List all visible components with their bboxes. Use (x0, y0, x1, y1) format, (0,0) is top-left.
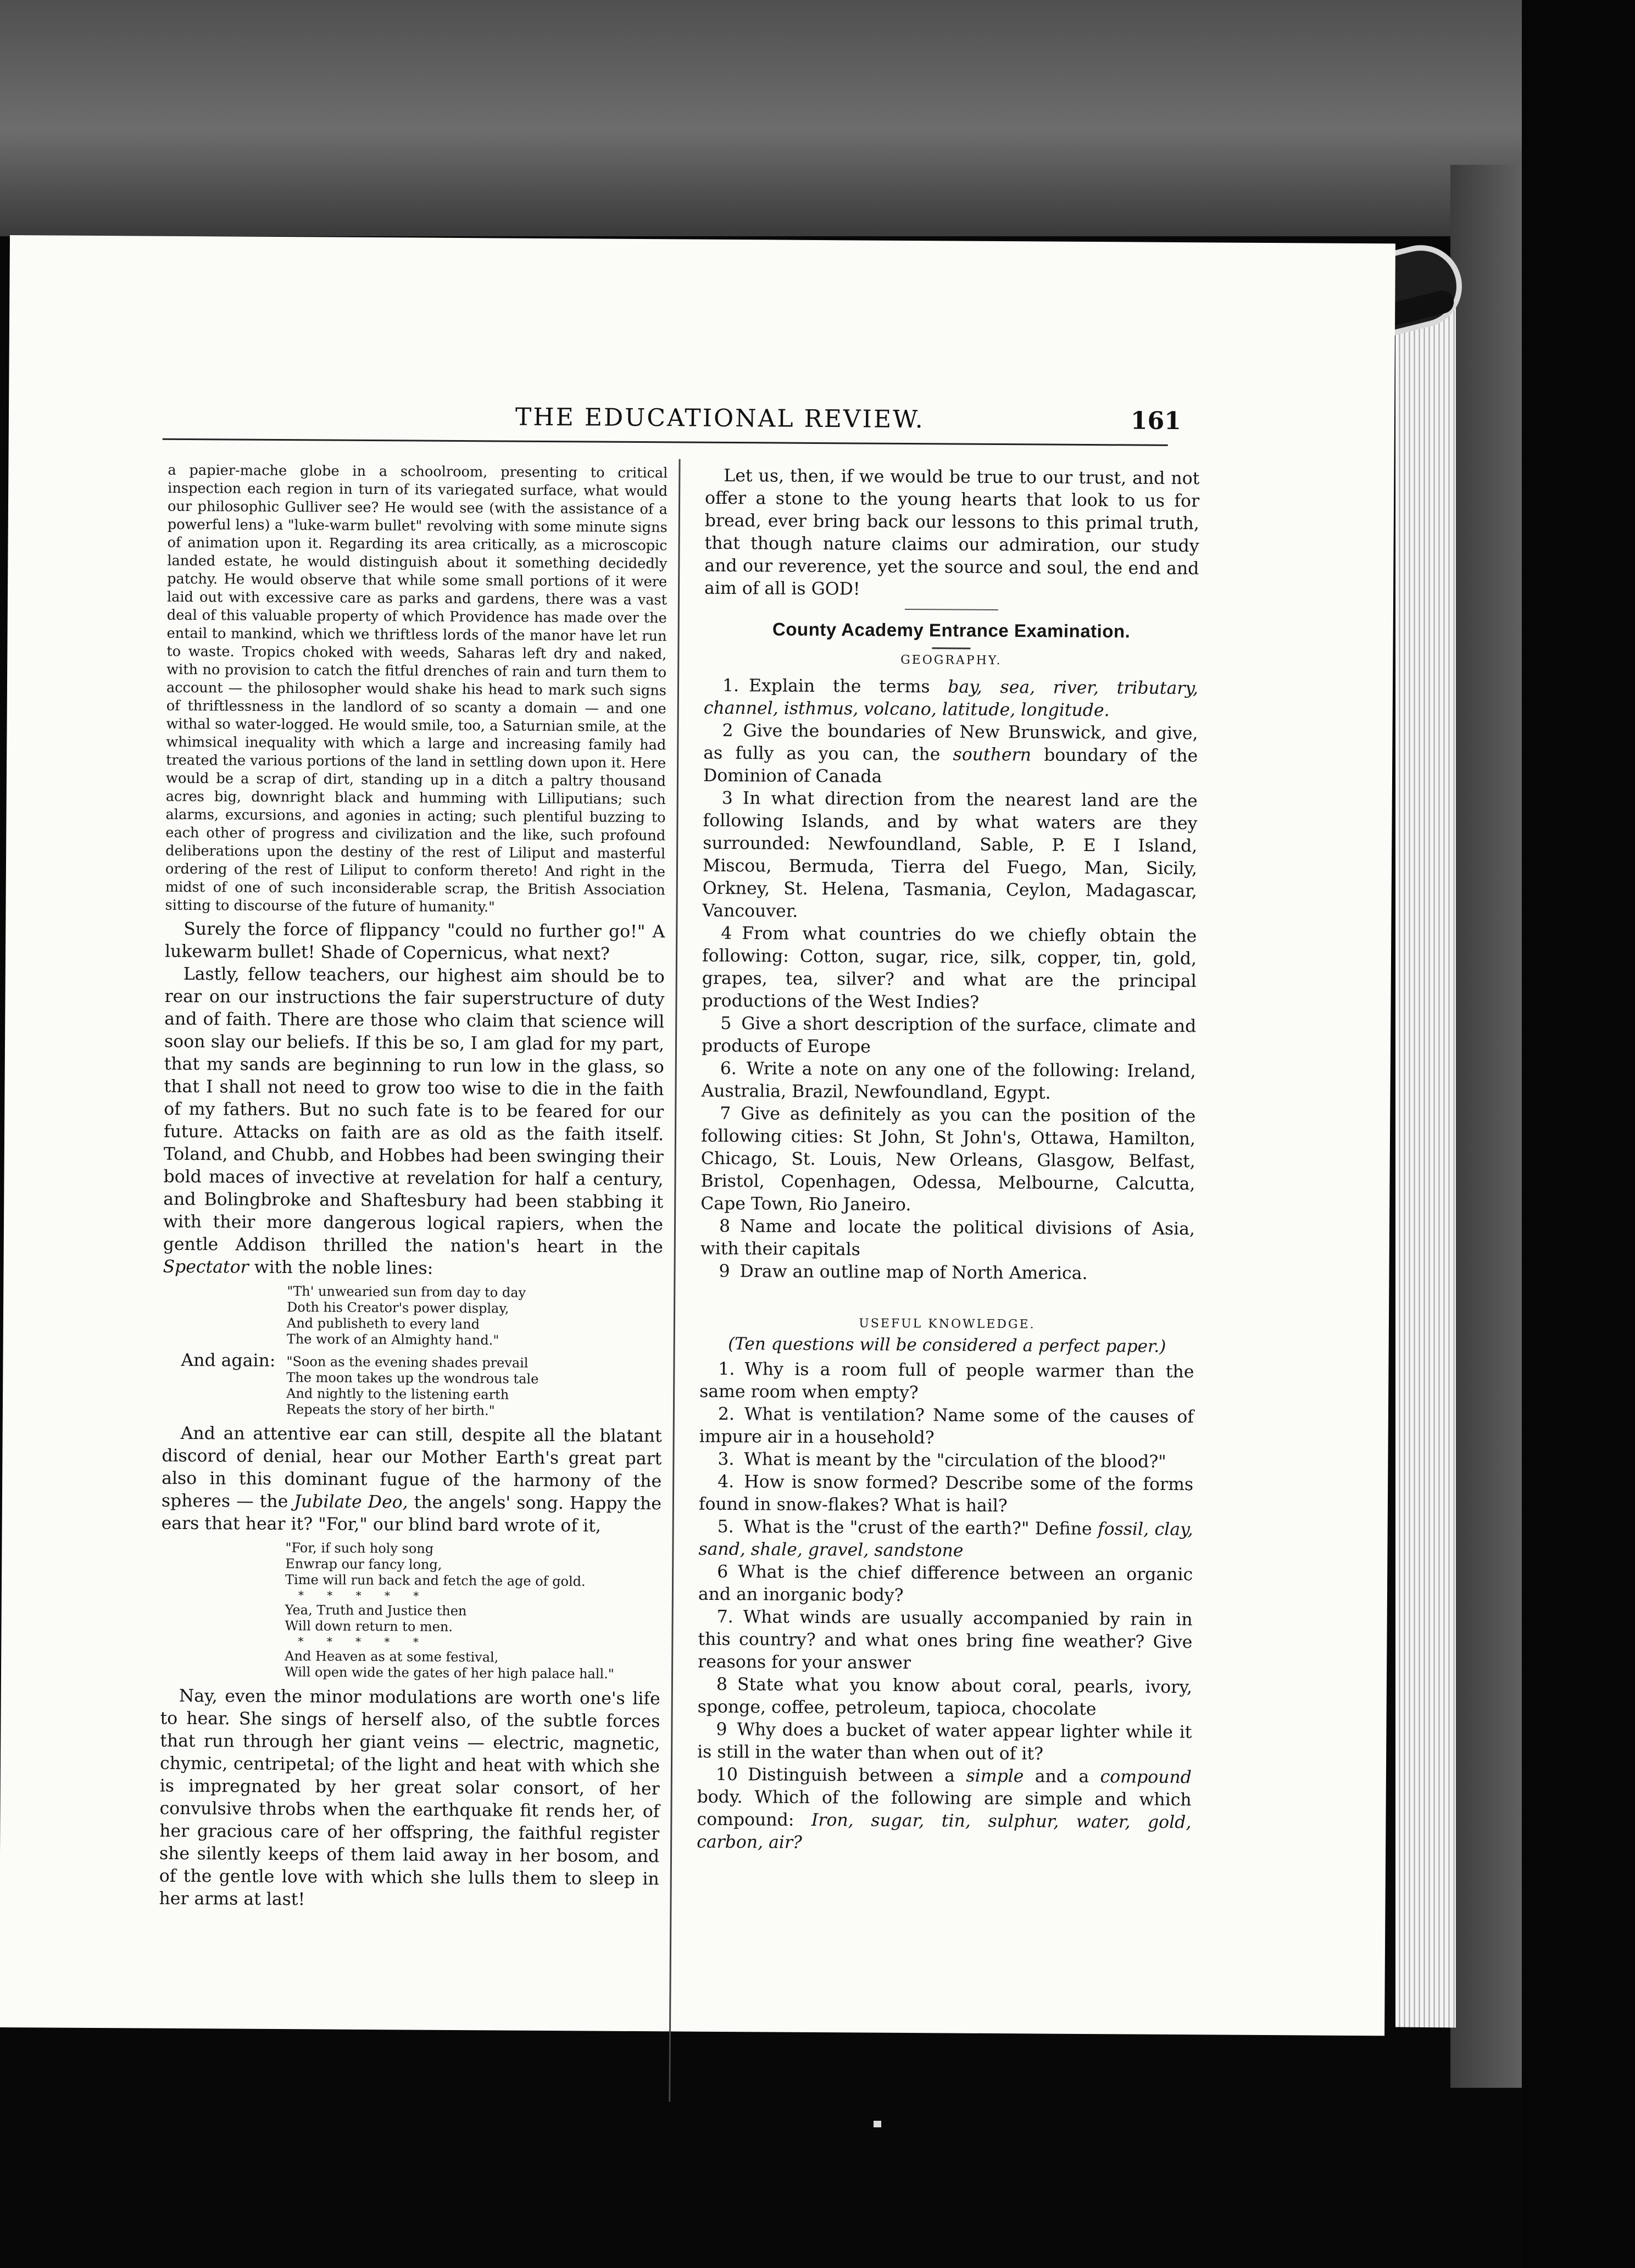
paragraph: Nay, even the minor modulations are worth one's life to hear. She sings of herself also, of the subtle forces that run through her giant veins — electric, magnetic, chymic, centripetal; of the light and heat with which she is impregnated by her great solar consort, of her convulsive throbs when the earthquake fit rends her, of her gracious care of her offspring, the faithful register she silently keeps of them laid away in her bosom, and of the gentle love with which she lulls them to sleep in her arms at last! (159, 1686, 660, 1910)
italic-title: Jubilate Deo, (294, 1492, 408, 1513)
paragraph-text: And an attentive ear can still, despite all the blatant discord of denial, hear our Mother Earth's great part also in this dominant fugue of the harmony of the spheres — the (161, 1423, 662, 1512)
italic-title: Spectator (163, 1257, 249, 1277)
question-number: 10 (715, 1764, 738, 1785)
instruction-note: (Ten questions will be considered a perfect paper.) (728, 1334, 1166, 1357)
spacer (700, 1283, 1194, 1319)
question (700, 1215, 1195, 1263)
question (699, 1403, 1194, 1451)
question-number: 1. (722, 675, 739, 696)
question (698, 1674, 1192, 1721)
paragraph-text: the angels' song. Happy the ears that hear it? "For," our blind bard wrote of it, (161, 1492, 662, 1536)
question-terms: Iron, sugar, tin, sulphur, water, gold, carbon, air? (697, 1810, 1192, 1853)
question-number: 9 (716, 1719, 727, 1740)
question-text: What winds are usually accompanied by rain in this country? and what ones bring fine weather? Give reasons for your answer (698, 1607, 1193, 1674)
question-emphasis: compound (1100, 1767, 1192, 1788)
page-number: 161 (1130, 407, 1181, 436)
question (699, 1358, 1194, 1406)
right-column (697, 465, 1199, 1856)
question-text: State what you know about coral, pearls, ivory, sponge, coffee, petroleum, tapioca, chocolate (697, 1675, 1193, 1720)
question-text: What is the "crust of the earth?" Define (743, 1517, 1092, 1539)
question (704, 675, 1198, 722)
question-number: 2 (722, 720, 733, 741)
question (700, 1103, 1195, 1218)
question-text: and a (1035, 1766, 1089, 1787)
useful-knowledge-heading: USEFUL KNOWLEDGE. (859, 1316, 1036, 1332)
poem-line: Will down return to men. (285, 1618, 453, 1635)
poem-line: Doth his Creator's power display, (287, 1299, 509, 1316)
question (699, 1448, 1193, 1474)
poem-stanza (162, 1352, 663, 1426)
question-text: What is the chief difference between an organic and an inorganic body? (698, 1562, 1193, 1605)
question-text: Write a note on any one of the following: Ireland, Australia, Brazil, Newfoundland, Egypt. (701, 1059, 1196, 1103)
question (700, 1260, 1194, 1286)
poem-line: Will open wide the gates of her high palace hall." (284, 1664, 614, 1682)
poem-line: And Heaven as at some festival, (285, 1648, 499, 1665)
asterism: * * * * * (298, 1588, 429, 1603)
paragraph (163, 963, 664, 1282)
question-number: 4 (721, 923, 732, 944)
question-text: Draw an outline map of North America. (739, 1261, 1088, 1284)
question (701, 1058, 1195, 1105)
question-text: Distinguish between a (747, 1765, 955, 1786)
question (699, 1471, 1193, 1519)
question-number: 6 (717, 1561, 728, 1582)
poem-label: And again: (181, 1350, 276, 1371)
question-terms: fossil, clay, sand, shale, gravel, sandstone (698, 1519, 1193, 1561)
question (697, 1719, 1192, 1766)
question (697, 1764, 1192, 1856)
section-divider (905, 609, 998, 610)
film-speck (874, 2121, 881, 2127)
geography-heading: GEOGRAPHY. (900, 653, 1002, 668)
poem-line: Time will run back and fetch the age of gold. (285, 1572, 586, 1589)
poem-lines (286, 1354, 539, 1419)
question-number: 4. (718, 1471, 735, 1492)
asterism: * * * * * (298, 1635, 429, 1649)
question-number: 1. (718, 1359, 735, 1380)
question-number: 3 (721, 788, 733, 809)
poem-stanza (163, 1283, 663, 1350)
poem-line: The moon takes up the wondrous tale (286, 1370, 539, 1387)
question-text: body. Which of the following are simple and which compound: (697, 1787, 1192, 1830)
paragraph (162, 1422, 662, 1538)
poem-line: Yea, Truth and Justice then (285, 1602, 467, 1619)
poem-line: "For, if such holy song (285, 1540, 434, 1557)
question-text: From what countries do we chiefly obtain the following: Cotton, sugar, rice, silk, copper, tin, gold, grapes, tea, silver? and what are the principal productions of the West Indies? (702, 924, 1197, 1013)
book-page (0, 235, 1395, 2036)
paragraph-text: Lastly, fellow teachers, our highest aim should be to rear on our instructions the fair superstructure of duty and of faith. There are those who claim that science will soon slay our beliefs. If this be so, I am glad for my part, that my sands are beginning to run low in the glass, so that I shall not need to grow too wise to die in the faith of my fathers. But no such fate is to be feared for our future. Attacks on faith are as old as the faith itself. Toland, and Chubb, and Hobbes had been swinging their bold maces of invective at revelation for half a century, and Bolingbroke and Shaftesbury had been stabbing it with their more dangerous logical rapiers, when the gentle Addison thrilled the nation's heart in the (163, 964, 665, 1258)
running-title: THE EDUCATIONAL REVIEW. (515, 403, 925, 434)
question-text: Explain the terms (748, 676, 930, 697)
question-number: 5 (720, 1013, 732, 1034)
paragraph: Let us, then, if we would be true to our trust, and not offer a stone to the young hearts that look to us for bread, ever bring back our lessons to this primal truth, that though nature claims our admiration, our study and our reverence, yet the source and soul, the end and aim of all is GOD! (704, 465, 1200, 599)
question-text: Why is a room full of people warmer than the same room when empty? (699, 1359, 1194, 1403)
question-text: boundary of the Dominion of Canada (703, 745, 1198, 787)
question-number: 3. (718, 1449, 735, 1470)
question-number: 9 (719, 1261, 730, 1282)
question (703, 720, 1198, 790)
question-number: 5. (717, 1516, 734, 1537)
paragraph: Surely the force of flippancy "could no further go!" A lukewarm bullet! Shade of Copernicus, what next? (164, 919, 665, 964)
question-text: Why does a bucket of water appear lighter while it is still in the water than when out of it? (697, 1720, 1192, 1764)
section-title: County Academy Entrance Examination. (772, 619, 1131, 642)
question-number: 8 (716, 1674, 728, 1695)
question-text: How is snow formed? Describe some of the forms found in snow-flakes? What is hail? (698, 1472, 1194, 1516)
title-rule (932, 647, 970, 649)
question (698, 1516, 1193, 1564)
poem-line: "Th' unwearied sun from day to day (287, 1283, 526, 1300)
question (702, 1013, 1196, 1060)
question-emphasis: simple (966, 1766, 1024, 1787)
question-number: 6. (720, 1058, 737, 1079)
question-number: 7. (716, 1606, 733, 1627)
poem-line: The work of an Almighty hand." (286, 1331, 499, 1348)
left-column (159, 462, 668, 1914)
question-terms: bay, sea, river, tributary, channel, isthmus, volcano, latitude, longitude. (703, 677, 1199, 721)
poem-line: Enwrap our fancy long, (285, 1556, 442, 1572)
poem-line: And publisheth to every land (286, 1315, 480, 1332)
film-border (1522, 0, 1635, 2268)
question-text: Give the boundaries of New Brunswick, and give, as fully as you can, the (703, 721, 1198, 765)
question-number: 8 (719, 1216, 731, 1237)
question-number: 7 (720, 1103, 731, 1124)
poem-line: "Soon as the evening shades prevail (286, 1354, 529, 1371)
question-emphasis: southern (953, 744, 1032, 765)
paragraph-text: with the noble lines: (254, 1257, 433, 1278)
poem-line: Repeats the story of her birth." (286, 1402, 495, 1419)
question (702, 922, 1197, 1015)
question (698, 1561, 1193, 1609)
question (698, 1606, 1193, 1676)
question-text: What is meant by the "circulation of the blood?" (744, 1449, 1166, 1472)
question-text: Name and locate the political divisions of Asia, with their capitals (700, 1216, 1195, 1260)
column-separator (669, 459, 680, 2102)
background-surface (0, 0, 1635, 236)
poem-stanza (160, 1539, 661, 1683)
question-text: Give as definitely as you can the position of the following cities: St John, St John's, Ottawa, Hamilton, Chicago, St. Louis, New Orleans, Glasgow, Belfast, Bristol, Copenhagen, Odessa, Melbourne, Calcutta, Cape Town, Rio Janeiro. (700, 1104, 1196, 1215)
question-text: In what direction from the nearest land are the following Islands, and by what waters are they surrounded: Newfoundland, Sable, P. E I Island, Miscou, Bermuda, Tierra del Fuego, Man, Sicily, Orkney, St. Helena, Tasmania, Ceylon, Madagascar, Vancouver. (702, 788, 1198, 921)
question (702, 787, 1197, 925)
quoted-paragraph: a papier-mache globe in a schoolroom, presenting to critical inspection each region in turn of its variegated surface, what would our philosophic Gulliver see? He would see (with the assistance of a powerful lens) a "luke-warm bullet" revolving with some minute signs of animation upon it. Regarding its area critically, as a microscopic landed estate, he would distinguish about it something decidedly patchy. He would observe that while some small portions of it were laid out with excessive care as parks and gardens, there was a vast deal of this valuable property of which Providence has made over the entail to mankind, which we thriftless lords of the manor have let run to waste. Tropics choked with weeds, Saharas left dry and naked, with no provision to catch the fitful drenches of rain and turn them to account — the philosopher would shake his head to mark such signs of thriftlessness in the landlord of so scanty a domain — and one withal so water-logged. He would smile, too, a Saturnian smile, at the whimsical inequality with which a large and increasing family had treated the various portions of the land in settling down upon it. Here would be a scrap of dirt, standing up in a ditch a paltry thousand acres big, downright black and humming with Lilliputians; such alarms, excursions, and agonies in acting; such plentiful buzzing to each other of progress and civilization and the like, such profound deliberations upon the destiny of the rest of Liliput and masterful ordering of the rest of Liliput to conform thereto! And right in the midst of one of such inconsiderable scrap, the British Association sitting to discourse of the future of humanity." (165, 462, 668, 916)
poem-line: And nightly to the listening earth (286, 1386, 509, 1403)
header-rule (163, 438, 1168, 446)
question-number: 2. (718, 1404, 735, 1425)
page-edges (1395, 308, 1456, 2028)
question-text: Give a short description of the surface, climate and products of Europe (701, 1014, 1197, 1057)
question-text: What is ventilation? Name some of the causes of impure air in a household? (699, 1404, 1194, 1448)
